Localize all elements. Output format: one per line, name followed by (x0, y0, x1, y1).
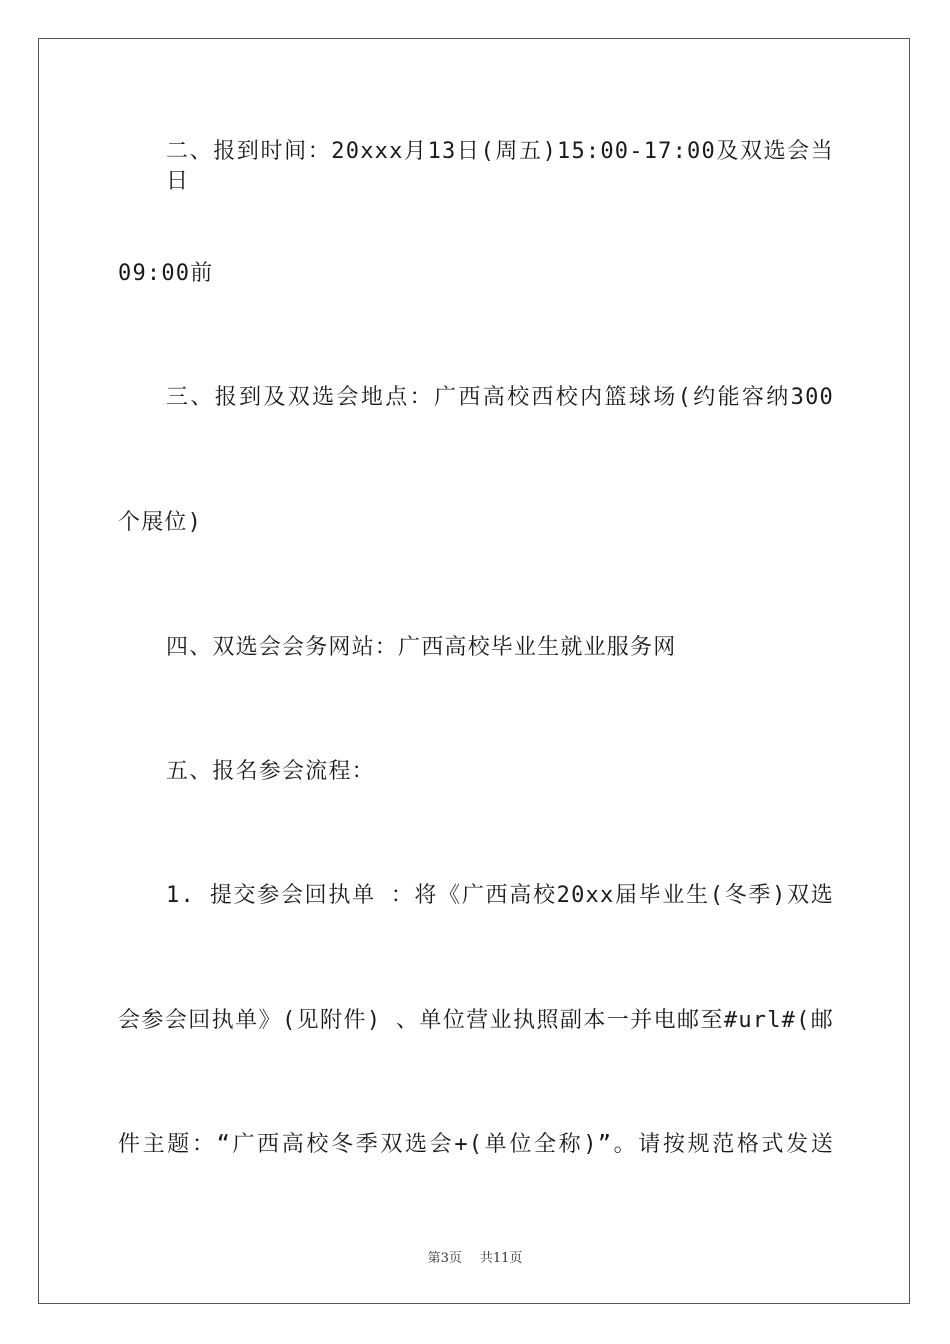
text-line-website: 四、双选会会务网站：广西高校毕业生就业服务网 (166, 635, 677, 660)
page-number: 第3页 (427, 1251, 462, 1266)
text-line-registration-time-cont: 09:00前 (118, 261, 214, 286)
text-line-step-1-cont-2: 件主题：“广西高校冬季双选会+(单位全称)”。请按规范格式发送 (118, 1132, 834, 1157)
text-line-registration-time: 二、报到时间：20xxx月13日(周五)15:00-17:00及双选会当日 (166, 139, 834, 194)
text-line-step-1: 1. 提交参会回执单 ：将《广西高校20xx届毕业生(冬季)双选 (166, 883, 834, 908)
page-border (38, 38, 910, 1304)
page-footer (0, 1247, 950, 1266)
text-line-process-heading: 五、报名参会流程： (166, 759, 375, 784)
text-line-venue: 三、报到及双选会地点：广西高校西校内篮球场(约能容纳300 (166, 385, 834, 410)
text-line-step-1-cont: 会参会回执单》(见附件) 、单位营业执照副本一并电邮至#url#(邮 (118, 1008, 834, 1033)
text-line-venue-cont: 个展位) (118, 510, 203, 535)
page-total: 共11页 (479, 1251, 523, 1266)
